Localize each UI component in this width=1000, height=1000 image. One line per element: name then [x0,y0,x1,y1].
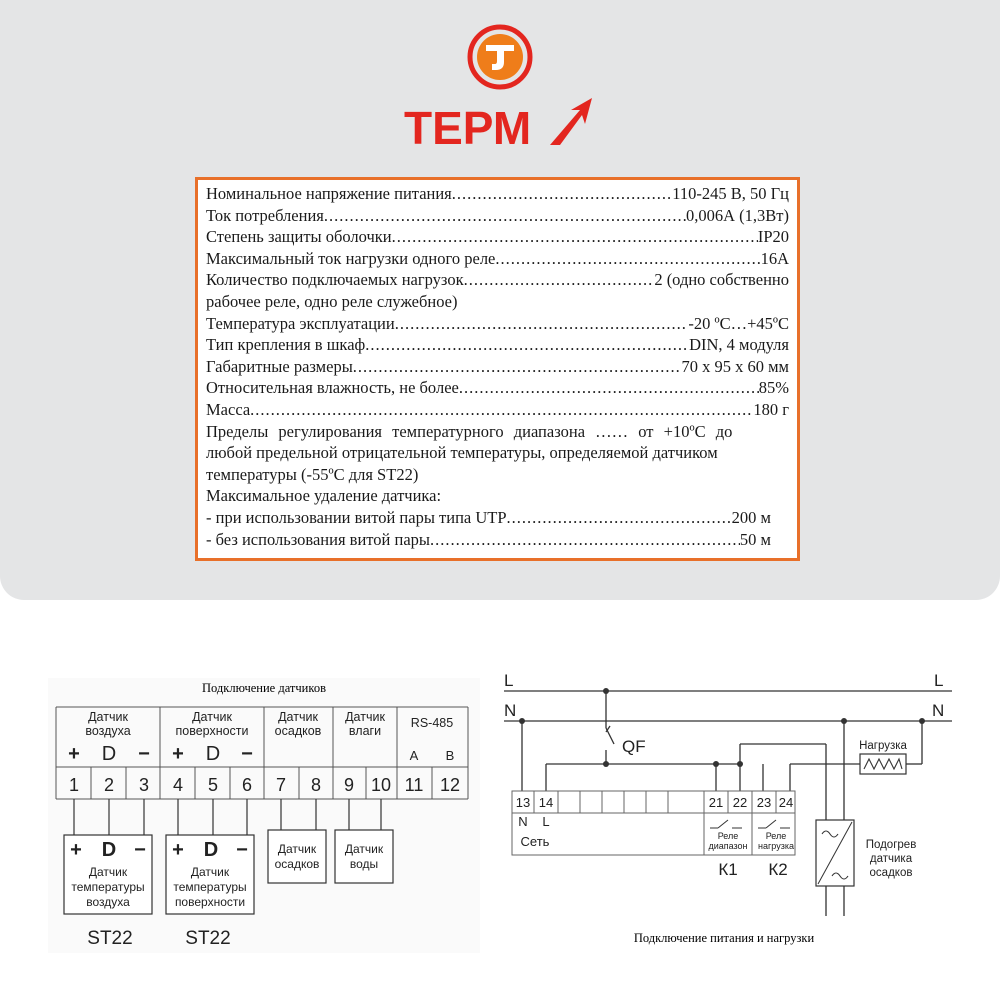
sensors-diagram [48,678,480,953]
box-air-l1: Датчик [88,865,128,879]
spec-utp: - при использовании витой пары типа UTP ..... 200 м [206,507,789,529]
relay2-l2: нагрузка [758,841,794,851]
spec-range-1: Пределы регулирования температурного диапазона …… от +10ºС до [206,421,733,441]
box-water-l2: воды [349,857,379,871]
terminal-block [512,791,795,855]
polarity-a: A [409,748,419,763]
label-n: N [518,814,528,829]
model-surface: ST22 [185,928,231,949]
label-L-right: L [934,671,944,690]
box-air-plus: + [70,839,82,861]
terminal-10: 10 [370,775,392,795]
label-L-left: L [504,671,514,690]
polarity-d-1: D [101,743,117,765]
spec-humidity: Относительная влажность, не более ..... 85% [206,377,789,399]
group-precip-l1: Датчик [278,710,318,724]
terminal-6: 6 [241,775,253,795]
group-moisture-l1: Датчик [345,710,385,724]
brand-logo [400,18,600,153]
label-N-right: N [932,701,945,720]
group-air-l1: Датчик [88,710,128,724]
terminal-7: 7 [275,775,287,795]
heater-l3: осадков [869,867,913,879]
spec-mount: Тип крепления в шкаф ..... DIN, 4 модуля [206,334,789,356]
power-diagram [496,668,966,953]
pterm-23: 23 [756,795,772,810]
group-surface-l2: поверхности [175,724,249,738]
terminal-9: 9 [343,775,355,795]
label-l: L [542,814,550,829]
spec-protection: Степень защиты оболочки ..... IP20 [206,226,789,248]
spec-range-2: любой предельной отрицательной температуры, определяемой датчиком [206,443,718,463]
power-caption: Подключение питания и нагрузки [633,931,815,945]
spec-mass: Масса ..... 180 г [206,399,789,421]
box-air-l2: температуры [71,880,145,894]
model-air: ST22 [87,928,133,949]
terminal-12: 12 [439,775,461,795]
box-precip-l1: Датчик [277,842,317,856]
spec-voltage: Номинальное напряжение питания ..... 110-245 В, 50 Гц [206,183,789,205]
box-surface-minus: − [236,839,248,861]
spec-distance-title: Максимальное удаление датчика: [206,486,442,506]
group-moisture-l2: влаги [348,724,382,738]
specifications-box [195,177,800,561]
box-surface-l2: температуры [173,880,247,894]
heater-l1: Подогрев [865,839,917,851]
terminal-5: 5 [207,775,219,795]
spec-loads: Количество подключаемых нагрузок ..... 2 (одно собственно [206,269,789,291]
box-surface-d: D [203,839,219,861]
box-surface-l1: Датчик [190,865,230,879]
group-precip-l2: осадков [274,724,322,738]
box-air-l3: воздуха [86,895,130,909]
spec-temp: Температура эксплуатации ..... -20 ºС…+45ºС [206,313,789,335]
spec-current: Ток потребления ..... 0,006А (1,3Вт) [206,205,789,227]
group-surface-l1: Датчик [192,710,232,724]
pterm-22: 22 [732,795,748,810]
terminal-1: 1 [68,775,80,795]
box-air-minus: − [134,839,146,861]
heater-l2: датчика [869,853,913,865]
spec-max-load: Максимальный ток нагрузки одного реле ..... 16А [206,248,789,270]
pterm-14: 14 [538,795,554,810]
terminal-8: 8 [310,775,322,795]
brand-name: ТЕРМ [404,102,532,153]
sensors-caption: Подключение датчиков [202,681,326,695]
load-label: Нагрузка [859,740,907,752]
polarity-minus-2: − [241,743,253,765]
pterm-13: 13 [515,795,531,810]
spec-no-utp: - без использования витой пары ..... 50 м [206,529,789,551]
box-air-d: D [101,839,117,861]
terminal-2: 2 [103,775,115,795]
polarity-b: B [445,748,455,763]
box-surface-plus: + [172,839,184,861]
label-k2: К2 [768,860,788,879]
pterm-21: 21 [708,795,724,810]
spec-dimensions: Габаритные размеры ..... 70 х 95 х 60 мм [206,356,789,378]
spec-range-3: температуры (-55ºС для ST22) [206,464,419,484]
box-precip-l2: осадков [274,857,320,871]
terminal-11: 11 [404,775,424,795]
group-rs485: RS-485 [410,716,454,730]
polarity-minus-1: − [138,743,150,765]
label-k1: К1 [718,860,738,879]
logo-arrow-icon [550,98,592,145]
polarity-plus-1: + [68,743,80,765]
pterm-24: 24 [778,795,794,810]
box-surface-l3: поверхности [174,895,246,909]
relay1-l2: диапазон [708,841,748,851]
polarity-d-2: D [205,743,221,765]
label-qf: QF [622,737,646,756]
relay1-l1: Реле [717,831,739,841]
spec-loads-cont: рабочее реле, одно реле служебное) [206,291,458,311]
group-air-l2: воздуха [85,724,131,738]
label-N-left: N [504,701,517,720]
label-net: Сеть [520,834,550,849]
box-water-l1: Датчик [344,842,384,856]
relay2-l1: Реле [765,831,787,841]
terminal-4: 4 [172,775,184,795]
polarity-plus-2: + [172,743,184,765]
terminal-3: 3 [138,775,150,795]
